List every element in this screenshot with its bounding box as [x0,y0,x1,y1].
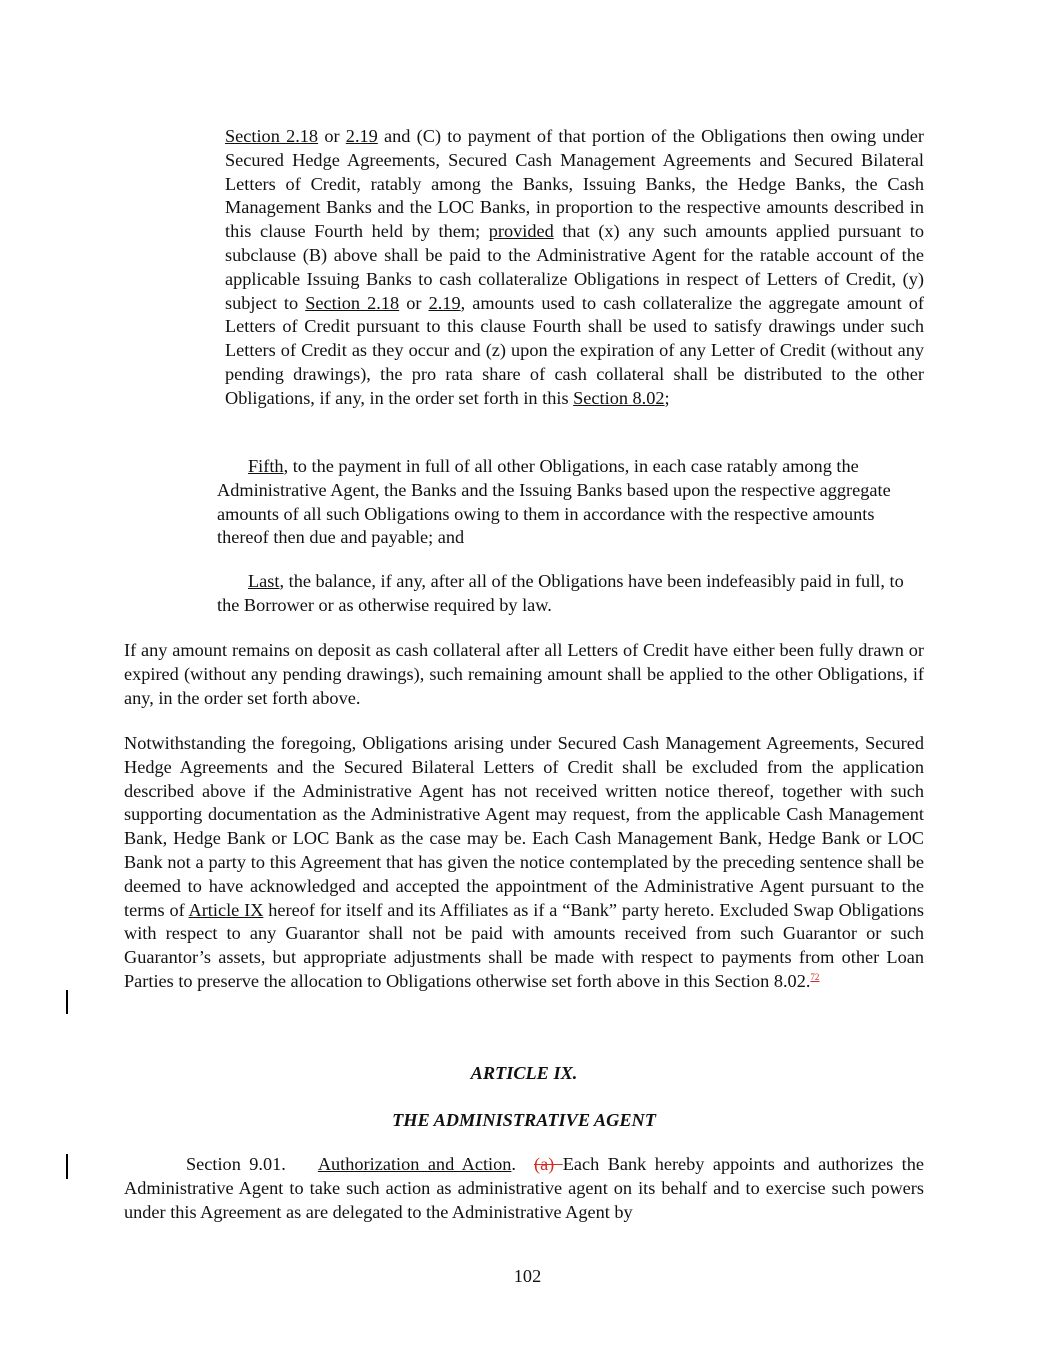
notwithstanding-paragraph: Notwithstanding the foregoing, Obligations arising under Secured Cash Management Agreements, Secured Hedge Agreements and the Secured Bilateral Letters of Credit shall be excluded from the application described above if the Administrative Agent has not received written notice thereof, together with such supporting documentation as the Administrative Agent may request, from the applicable Cash Management Bank, Hedge Bank or LOC Bank as the case may be. Each Cash Management Bank, Hedge Bank or LOC Bank not a party to this Agreement that has given the notice contemplated by the preceding sentence shall be deemed to have acknowledged and accepted the appointment of the Administrative Agent pursuant to the terms of Article IX hereof for itself and its Affiliates as if a “Bank” party hereto. Excluded Swap Obligations with respect to any Guarantor shall not be paid with amounts received from such Guarantor or such Guarantor’s assets, but appropriate adjustments shall be made with respect to payments from other Loan Parties to preserve the allocation to Obligations otherwise set forth above in this Section 8.02.72 [124,733,924,991]
clause-fifth: Fifth, to the payment in full of all other Obligations, in each case ratably among the Administrative Agent, the Banks and the Issuing Banks based upon the respective aggregate amounts of all such Obligations owing to them in accordance with the respective amounts thereof then due and payable; and [217,456,891,548]
section-2-19-reference-2: 2.19 [428,292,461,313]
section-9-01-caption: Authorization and Action [317,1154,512,1174]
fifth-label: Fifth [248,456,284,476]
change-bar-section-9-01 [66,1154,68,1179]
section-9-01-number: Section 9.01. [186,1154,286,1174]
clause-fourth-continuation: Section 2.18 or 2.19 and (C) to payment of that portion of the Obligations then owing under Secured Hedge Agreements, Secured Cash Management Agreements and Secured Bilateral Letters of Credit, ratably among the Banks, Issuing Banks, the Hedge Banks, the Cash Management Banks and the LOC Banks, in proportion to the respective amounts described in this clause Fourth held by them; provided that (x) any such amounts applied pursuant to subclause (B) above shall be paid to the Administrative Agent for the ratable account of the applicable Issuing Banks to cash collateralize Obligations in respect of Letters of Credit, (y) subject to Section 2.18 or 2.19, amounts used to cash collateralize the aggregate amount of Letters of Credit pursuant to this clause Fourth shall be used to satisfy drawings under such Letters of Credit as they occur and (z) upon the expiration of any Letter of Credit (without any pending drawings), the pro rata share of cash collateral shall be distributed to the other Obligations, if any, in the order set forth in this Section 8.02; [225,126,924,408]
footnote-marker: 72 [810,971,820,982]
section-2-18-reference-2: Section 2.18 [305,292,400,313]
section-2-18-reference: Section 2.18 [225,126,319,146]
clause-last: Last, the balance, if any, after all of the Obligations have been indefeasibly paid in full, to the Borrower or as otherwise required by law. [217,571,904,615]
provided-term: provided [488,221,554,242]
section-2-19-reference: 2.19 [345,126,378,146]
article-title-heading: THE ADMINISTRATIVE AGENT [392,1110,656,1130]
article-ix-reference: Article IX [188,899,264,920]
remaining-collateral-paragraph: If any amount remains on deposit as cash collateral after all Letters of Credit have either been fully drawn or expired (without any pending drawings), such remaining amount shall be applied to the other Obligations, if any, in the order set forth above. [124,640,924,708]
change-bar [66,990,68,1014]
section-8-02-reference: Section 8.02 [573,387,665,408]
article-number-heading: ARTICLE IX. [470,1063,578,1083]
last-label: Last [248,571,280,591]
page-number: 102 [513,1266,542,1286]
deleted-subsection-marker: (a) [533,1154,563,1174]
section-9-01-paragraph: Section 9.01. Authorization and Action. (a) Each Bank hereby appoints and authorizes the Administrative Agent to take such action as administrative agent on its behalf and to exercise such powers under this Agreement as are delegated to the Administrative Agent by [124,1154,924,1222]
